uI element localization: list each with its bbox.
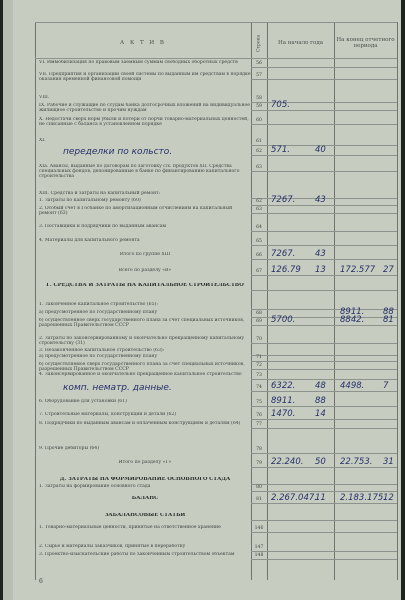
row-separator: [251, 290, 397, 291]
value-start-kop: 11: [315, 493, 326, 503]
row-label: 4. Законсервированное и окончательно прекращенное капитальное строительство: [39, 372, 242, 377]
row-separator: [251, 309, 397, 310]
row-label: 8. Подрядчики по выданным авансам и оплаченным конструкциям и деталям (64): [39, 421, 241, 426]
row-code: 61: [256, 139, 262, 144]
value-start-main: 705.: [271, 100, 290, 110]
row-label: 6. Оборудование для установки (61): [39, 399, 127, 404]
value-start-main: 6322.: [271, 381, 296, 391]
value-start-kop: 14: [315, 409, 326, 419]
row-label: 3. Поставщики и подрядчики по выданным авансам: [39, 224, 167, 229]
rule-left: [35, 22, 36, 580]
row-separator: [251, 520, 397, 521]
row-label: Итого по разделу «Г»: [118, 460, 172, 465]
row-code: 79: [256, 461, 262, 466]
row-code: 68: [256, 311, 262, 316]
row-label: Д. ЗАТРАТЫ НА ФОРМИРОВАНИЕ ОСНОВНОГО СТАДА: [59, 477, 231, 482]
row-separator: [251, 205, 397, 206]
row-separator: [251, 67, 397, 68]
row-code: 69: [256, 319, 262, 324]
row-label: 3. Проектно-изыскательские работы по законченным строительством объектам: [39, 552, 235, 557]
binding-edge: [3, 0, 13, 600]
row-separator: [251, 355, 397, 356]
rule-header-bottom: [35, 58, 397, 59]
value-start-kop: 48: [315, 381, 326, 391]
value-end-main: 2.183.175.: [340, 493, 386, 503]
row-code: 59: [256, 104, 262, 109]
row-separator: [251, 484, 397, 485]
rule-end: [334, 22, 335, 580]
row-separator: [251, 559, 397, 560]
value-start-main: 1470.: [271, 409, 296, 419]
rule-top: [35, 22, 397, 23]
row-label: 1. Затраты на формирование основного стада: [39, 484, 151, 489]
row-separator: [251, 325, 397, 326]
value-end-kop: 12: [383, 493, 394, 503]
row-code: 67: [256, 269, 262, 274]
value-end-main: 8842.: [340, 315, 365, 325]
row-label: XIII. Средства и затраты на капитальный ремонт:: [39, 191, 161, 196]
value-start-main: 22.240.: [271, 457, 304, 467]
header-end: На конец отчетного периода: [336, 37, 395, 49]
row-code: 77: [256, 422, 262, 427]
value-start-main: 126.79: [271, 265, 301, 275]
row-label: 7. Строительные материалы, конструкции и детали (62): [39, 412, 177, 417]
handwritten-entry: комп. нематр. данные.: [63, 383, 172, 393]
value-end-main: 172.577: [340, 265, 376, 275]
row-code: 80: [256, 485, 262, 490]
row-code: 147: [254, 545, 264, 550]
row-separator: [251, 110, 397, 111]
row-separator: [251, 275, 397, 276]
header-activ: А К Т И В: [120, 40, 166, 46]
row-code: 65: [256, 239, 262, 244]
row-label: VII. Предприятия и организации своей системы по выданным им средствам в порядке оказания временной финансовой помощи: [39, 72, 251, 83]
row-label: 2. Затраты по законсервированному и окончательно прекращенному капитальному строительству (31): [39, 336, 245, 347]
row-code: 58: [256, 96, 262, 101]
handwritten-entry: переделки по кольсто.: [63, 147, 173, 157]
row-label: 1. Товарно-материальные ценности, принятые на ответственное хранение: [39, 525, 221, 530]
value-start-kop: 88: [315, 396, 326, 406]
value-start-main: 7267.: [271, 249, 296, 259]
row-label: XI.: [39, 138, 46, 143]
row-label: 9. Прочие дебиторы (64): [39, 446, 100, 451]
row-code: 62: [256, 199, 262, 204]
value-start-kop: 43: [315, 249, 326, 259]
row-label: а) предусмотренное по государственному плану: [39, 310, 158, 315]
value-end-kop: 7: [383, 381, 389, 391]
row-separator: [251, 551, 397, 552]
row-code: 148: [254, 553, 264, 558]
row-label: X. Недостачи сверх норм убыли и потери от порчи товарно-материальных ценностей, не списанные с баланса в установленном порядке: [39, 117, 249, 128]
row-label: а) предусмотренное по государственному плану: [39, 354, 158, 359]
row-separator: [251, 259, 397, 260]
row-label: VIII.: [39, 95, 50, 100]
row-separator: [251, 245, 397, 246]
row-separator: [251, 155, 397, 156]
row-code: 73: [256, 373, 262, 378]
value-start-main: 571.: [271, 145, 290, 155]
row-label: Всего по разделу «В»: [118, 268, 172, 273]
value-start-kop: 40: [315, 145, 326, 155]
row-label: VI. Иммобилизация по правовым заемным суммам свободных оборотных средств: [39, 60, 238, 65]
row-code: 74: [256, 385, 262, 390]
row-separator: [251, 453, 397, 454]
row-label: БАЛАНС: [131, 496, 159, 501]
row-label: б) осуществленное сверх государственного плана за счет специальных источников, разрешенных Правительством СССР: [39, 318, 245, 329]
row-label: 4. Материалы для капитального ремонта: [39, 238, 140, 243]
value-end-main: 22.753.: [340, 457, 373, 467]
row-separator: [251, 503, 397, 504]
row-label: IX. Рабочие и служащие по ссудам банка долгосрочных вложений на индивидуальное жилищное строительство и прочим нуждам: [39, 103, 250, 114]
row-label: XIа. Авансы, выданные по договорам по заготовку с/х. продуктов XII. Средства специальных фондов, депонированные в банке по финансированию капитального строительства: [39, 164, 240, 180]
value-start-kop: 50: [315, 457, 326, 467]
row-code: 63: [256, 207, 262, 212]
row-separator: [251, 369, 397, 370]
row-label: 1. Законченное капитальное строительство (65):: [39, 302, 158, 307]
row-code: 72: [256, 363, 262, 368]
header-code: Строка: [256, 34, 262, 52]
row-separator: [251, 343, 397, 344]
row-code: 76: [256, 413, 262, 418]
row-code: 70: [256, 337, 262, 342]
row-code: 75: [256, 400, 262, 405]
row-code: 56: [256, 61, 262, 66]
value-end-kop: 81: [383, 315, 394, 325]
row-separator: [251, 361, 397, 362]
row-separator: [251, 379, 397, 380]
value-end-kop: 27: [383, 265, 394, 275]
row-separator: [251, 428, 397, 429]
row-code: 146: [254, 526, 264, 531]
row-label: 2. Особый счет в Госбанке по амортизационным отчислениям на капитальный ремонт (63): [39, 206, 233, 217]
row-code: 66: [256, 253, 262, 258]
row-code: 78: [256, 447, 262, 452]
row-code: 62: [256, 149, 262, 154]
row-separator: [251, 79, 397, 80]
row-label: 3. Незаконченное капитальное строительство (63):: [39, 348, 165, 353]
row-code: 71: [256, 355, 262, 360]
row-separator: [251, 406, 397, 407]
value-end-kop: 31: [383, 457, 394, 467]
row-label: Итого по группе XIII: [119, 252, 171, 257]
value-start-main: 8911.: [271, 396, 296, 406]
row-code: 81: [256, 497, 262, 502]
row-separator: [251, 467, 397, 468]
row-separator: [251, 124, 397, 125]
row-separator: [251, 171, 397, 172]
rule-start: [267, 22, 268, 580]
value-end-main: 4498.: [340, 381, 365, 391]
row-code: 57: [256, 73, 262, 78]
rule-right: [397, 22, 398, 580]
document-page: [3, 0, 401, 600]
row-label: 2. Сырье и материалы заказчиков, принятые в переработку: [39, 544, 186, 549]
header-start: На начало года: [277, 40, 324, 46]
row-separator: [251, 391, 397, 392]
row-label: Г. СРЕДСТВА И ЗАТРАТЫ НА КАПИТАЛЬНОЕ СТРОИТЕЛЬСТВО: [46, 283, 244, 288]
row-separator: [251, 532, 397, 533]
page-number: 6: [39, 578, 43, 585]
row-code: 60: [256, 118, 262, 123]
value-start-main: 7267.: [271, 195, 296, 205]
row-label: ЗАБАЛАНСОВЫЕ СТАТЬИ: [104, 513, 186, 518]
value-end-kop: 88: [383, 307, 394, 317]
value-start-main: 5700.: [271, 315, 296, 325]
row-code: 63: [256, 165, 262, 170]
row-separator: [251, 419, 397, 420]
value-start-kop: 43: [315, 195, 326, 205]
row-separator: [251, 491, 397, 492]
row-separator: [251, 213, 397, 214]
row-label: 1. Затраты по капитальному ремонту (60): [39, 198, 141, 203]
row-code: 64: [256, 225, 262, 230]
value-start-main: 2.267.047.: [271, 493, 317, 503]
row-separator: [251, 231, 397, 232]
value-end-main: 8911.: [340, 307, 365, 317]
row-label: б) осуществляемое сверх государственного плана за счет специальных источников, разрешенных Правительством СССР: [39, 362, 245, 373]
value-start-kop: 13: [315, 265, 326, 275]
